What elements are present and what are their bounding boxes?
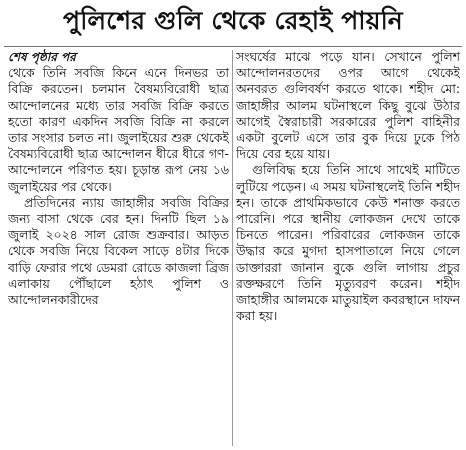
body-paragraph: গুলিবিদ্ধ হয়ে তিনি সাথে সাথেই মাটিতে লুটিয়ে পড়েন। এ সময় ঘটনাস্থলেই তিনি শহীদ হন। তাকে প্রাথমিকভাবে কেউ শনাক্ত করতে পারেনি। পরে স্থানীয় লোকজন দেখে তাকে চিনতে পারেন। পরিবারের লোকজন তাকে উদ্ধার করে মুগদা হাসপাতালে নিয়ে গেলে ডাক্তাররা জানান বুকে গুলি লাগায় প্রচুর রক্তক্ষরণে তিনি মৃত্যুবরণ করেন। শহীদ জাহাঙ্গীর আলমকে মাতুয়াইল কবরস্থানে দাফন করা হয়।	[236, 162, 460, 324]
body-paragraph: প্রতিদিনের ন্যায় জাহাঙ্গীর সবজি বিক্রির জন্য বাসা থেকে বের হন। দিনটি ছিল ১৯ জুলাই ২০২৪ সাল রোজ শুক্রবার। আড়ত থেকে সবজি নিয়ে বিকেল সাড়ে ৪টার দিকে বাড়ি ফেরার পথে ডেমরা রোডে কাজলা ব্রিজ এলাকায় পৌঁছালে হঠাৎ পুলিশ ও আন্দোলনকারীদের	[8, 194, 229, 308]
right-column	[236, 49, 460, 447]
article-headline: পুলিশের গুলি থেকে রেহাই পায়নি	[63, 6, 403, 35]
left-column	[8, 49, 229, 447]
continuation-label: শেষ পৃষ্ঠার পর	[8, 50, 76, 64]
body-paragraph: থেকে তিনি সবজি কিনে এনে দিনভর তা বিক্রি করতেন। চলমান বৈষম্যবিরোধী ছাত্র আন্দোলনের মধ্যে তার সবজি বিক্রি করতে হতো কারণ একদিন সবজি বিক্রি না করলে তার সংসার চলত না। জুলাইয়ের শুরু থেকেই বৈষম্যবিরোধী ছাত্র আন্দোলন ধীরে ধীরে গণ-আন্দোলনে পরিণত হয়। চূড়ান্ত রূপ নেয় ১৬ জুলাইয়ের পর থেকে।	[8, 65, 229, 194]
headline-rule	[4, 46, 462, 47]
column-divider	[232, 50, 233, 446]
body-paragraph: সংঘর্ষের মাঝে পড়ে যান। সেখানে পুলিশ আন্দোলনরতদের ওপর আগে থেকেই অনবরত গুলিবর্ষণ করতে থাকে। শহীদ মো: জাহাঙ্গীর আলম ঘটনাস্থলে কিছু বুঝে উঠার আগেই স্বৈরাচারী সরকারের পুলিশ বাহিনীর একটা বুলেট এসে তার বুক দিয়ে ঢুকে পিঠ দিয়ে বের হয়ে যায়।	[236, 49, 460, 162]
